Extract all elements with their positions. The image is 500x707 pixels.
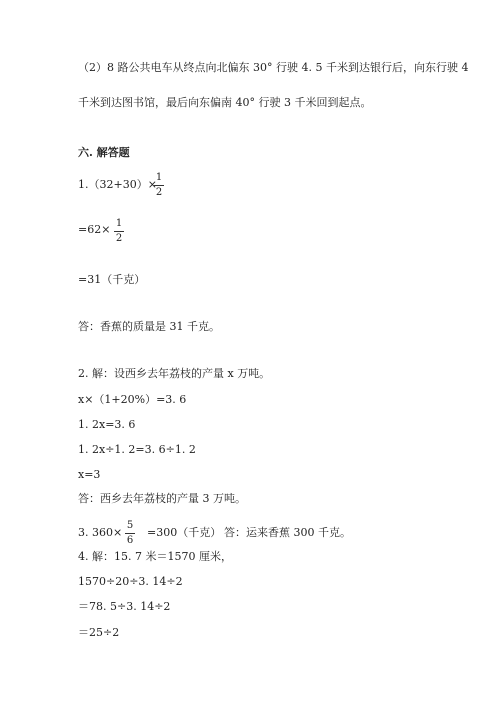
q4-line: ＝78. 5÷3. 14÷2 — [78, 600, 171, 613]
q4-line: 1570÷20÷3. 14÷2 — [78, 575, 183, 588]
q2-line: x×（1+20%）=3. 6 — [78, 393, 187, 406]
q3-expression: 3. 360× — [78, 526, 123, 539]
problem-text-line: 千米到达图书馆，最后向东偏南 40° 行驶 3 千米回到起点。 — [78, 96, 372, 109]
q3-answer: 答：运来香蕉 300 千克。 — [224, 526, 351, 539]
section-heading: 六. 解答题 — [78, 146, 130, 159]
q2-line: x=3 — [78, 468, 101, 481]
fraction-denominator: 2 — [115, 233, 123, 244]
fraction — [114, 218, 124, 245]
fraction-denominator: 2 — [155, 187, 163, 198]
q1-answer: 答：香蕉的质量是 31 千克。 — [78, 320, 220, 333]
fraction — [125, 520, 135, 547]
q1-step: =62× — [78, 223, 111, 236]
q4-line: 4. 解：15. 7 米＝1570 厘米， — [78, 550, 232, 563]
fraction — [154, 172, 164, 199]
q2-line: 1. 2x÷1. 2=3. 6÷1. 2 — [78, 443, 196, 456]
q1-expression: 1.（32+30）× — [78, 178, 157, 191]
fraction-numerator: 5 — [126, 520, 134, 531]
q4-line: ＝25÷2 — [78, 626, 120, 639]
fraction-numerator: 1 — [155, 172, 163, 183]
problem-text-line: （2）8 路公共电车从终点向北偏东 30° 行驶 4. 5 千米到达银行后，向东行驶 4 — [78, 61, 469, 74]
q2-answer: 答：西乡去年荔枝的产量 3 万吨。 — [78, 492, 246, 505]
q1-result: =31（千克） — [78, 273, 146, 286]
fraction-bar — [154, 185, 164, 186]
q3-result: =300（千克） — [147, 526, 222, 539]
q2-line: 2. 解：设西乡去年荔枝的产量 x 万吨。 — [78, 367, 271, 380]
fraction-denominator: 6 — [126, 535, 134, 546]
fraction-bar — [114, 231, 124, 232]
fraction-numerator: 1 — [115, 218, 123, 229]
q2-line: 1. 2x=3. 6 — [78, 418, 136, 431]
fraction-bar — [125, 533, 135, 534]
